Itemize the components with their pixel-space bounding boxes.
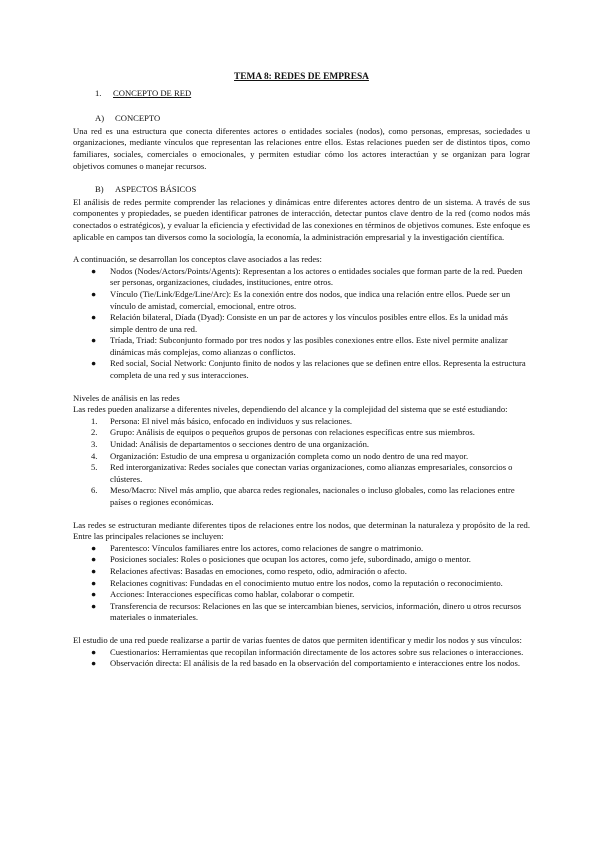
list-item-text: Posiciones sociales: Roles o posiciones que ocupan los actores, como jefe, subordinado, amigo o mentor.	[110, 554, 471, 565]
bullet-icon: ●	[91, 646, 97, 657]
list-item-text: Organización: Estudio de una empresa u organización completa como un nodo dentro de una red mayor.	[110, 450, 469, 461]
relaciones-list	[73, 543, 530, 624]
bullet-icon: ●	[91, 288, 97, 299]
section-number: 1.	[95, 87, 102, 98]
bullet-icon: ●	[91, 312, 97, 323]
list-item-text: Meso/Macro: Nivel más amplio, que abarca redes regionales, nacionales o incluso globales, como las relaciones entre países o regiones económicas.	[110, 485, 515, 507]
subsection-number: B)	[95, 184, 104, 195]
list-item	[91, 335, 530, 358]
list-number: 5.	[91, 462, 98, 473]
subsection-heading-aspectos-basicos	[95, 184, 530, 196]
list-item-text: Relaciones cognitivas: Fundadas en el conocimiento mutuo entre los nodos, como la reputación o reconocimiento.	[110, 577, 503, 588]
subsection-heading-concepto	[95, 113, 530, 125]
bullet-icon: ●	[91, 600, 97, 611]
list-item	[91, 427, 530, 439]
list-item-text: Unidad: Análisis de departamentos o secciones dentro de una organización.	[110, 439, 370, 450]
list-item-text: Tríada, Triad: Subconjunto formado por tres nodos y las posibles conexiones entre ellos. Este nivel permite analizar dinámicas más complejas, como alianzas o conflictos.	[110, 335, 508, 357]
list-item-text: Vínculo (Tie/Link/Edge/Line/Arc): Es la conexión entre dos nodos, que indica una relación entre ellos. Puede ser un vínculo de amistad, comercial, emocional, entre otros.	[110, 288, 511, 311]
section-label: CONCEPTO DE RED	[113, 87, 192, 98]
list-number: 2.	[91, 427, 98, 438]
list-number: 1.	[91, 415, 98, 426]
bullet-icon: ●	[91, 335, 97, 346]
conceptos-list	[73, 266, 530, 382]
list-item-text: Cuestionarios: Herramientas que recopilan información directamente de los actores sobre sus relaciones o interacciones.	[110, 646, 524, 657]
list-item	[91, 577, 530, 590]
list-item	[91, 554, 530, 566]
list-item-text: Nodos (Nodes/Actors/Points/Agents): Representan a los actores o entidades sociales que forman parte de la red. Pueden ser personas, organizaciones, ciudades, instituciones, entre otros.	[110, 265, 523, 288]
list-item-text: Parentesco: Vínculos familiares entre los actores, como relaciones de sangre o matrimonio.	[110, 542, 424, 553]
bullet-icon: ●	[91, 358, 97, 369]
list-item	[91, 312, 530, 335]
list-number: 3.	[91, 439, 98, 450]
bullet-icon: ●	[91, 589, 97, 600]
list-item	[91, 646, 530, 659]
bullet-icon: ●	[91, 265, 97, 276]
list-item-text: Transferencia de recursos: Relaciones en las que se intercambian bienes, servicios, información, dinero u otros recursos materiales o inmateriales.	[110, 600, 522, 623]
list-item-text: Relaciones afectivas: Basadas en emociones, como respeto, odio, admiración o afecto.	[110, 565, 407, 576]
list-item	[91, 450, 530, 463]
subsection-number: A)	[95, 113, 105, 124]
relaciones-intro: Las redes se estructuran mediante diferentes tipos de relaciones entre los nodos, que determinan la naturaleza y propósito de la red. Entre las principales relaciones se incluyen:	[73, 519, 530, 542]
list-item-text: Observación directa: El análisis de la red basado en la observación del comportamiento e interacciones entre los nodos.	[110, 658, 520, 669]
list-item	[91, 358, 530, 381]
bullet-icon: ●	[91, 542, 97, 553]
list-item	[91, 462, 530, 485]
estudio-intro: El estudio de una red puede realizarse a partir de varias fuentes de datos que permiten identificar y medir los nodos y sus vínculos:	[73, 634, 522, 645]
list-item-text: Relación bilateral, Díada (Dyad): Consiste en un par de actores y los vínculos posibles entre ellos. Es la unidad más simple dentro de una red.	[110, 312, 508, 334]
list-item	[91, 288, 530, 312]
niveles-list	[73, 416, 530, 509]
section-heading-concepto-de-red	[95, 88, 530, 100]
bullet-icon: ●	[91, 554, 97, 565]
list-item	[91, 589, 530, 601]
page-title: TEMA 8: REDES DE EMPRESA	[234, 72, 369, 82]
list-item	[91, 485, 530, 508]
list-number: 4.	[91, 450, 98, 461]
concepto-paragraph: Una red es una estructura que conecta diferentes actores o entidades sociales (nodos), como personas, empresas, sociedades u organizaciones, mediante vínculos que representan las relaciones entre ellos. Estas relaciones pueden ser de distintos tipos, como familiares, sociales, comerciales o emocionales, y permiten estudiar cómo los actores interactúan y se organizan para lograr objetivos comunes o manejar recursos.	[73, 125, 530, 171]
list-item	[91, 542, 530, 555]
subsection-label: ASPECTOS BÁSICOS	[115, 184, 197, 195]
list-item	[91, 658, 530, 670]
list-item-text: Acciones: Interacciones específicas como hablar, colaborar o competir.	[110, 589, 355, 600]
list-item	[91, 565, 530, 578]
list-item	[91, 600, 530, 624]
niveles-heading: Niveles de análisis en las redes	[73, 392, 180, 403]
list-item	[91, 265, 530, 289]
bullet-icon: ●	[91, 577, 97, 588]
niveles-intro: Las redes pueden analizarse a diferentes niveles, dependiendo del alcance y la complejidad del sistema que se esté estudiando:	[73, 404, 508, 415]
bullet-icon: ●	[91, 658, 97, 669]
list-item	[91, 415, 530, 428]
list-item	[91, 439, 530, 451]
subsection-label: CONCEPTO	[115, 113, 161, 124]
list-item-text: Red social, Social Network: Conjunto finito de nodos y las relaciones que se definen entre ellos. Representa la estructura completa de una red y sus interacciones.	[110, 358, 526, 381]
estudio-list	[73, 647, 530, 670]
list-item-text: Persona: El nivel más básico, enfocado en individuos y sus relaciones.	[110, 415, 353, 426]
list-item-text: Grupo: Análisis de equipos o pequeños grupos de personas con relaciones específicas entre sus miembros.	[110, 427, 475, 438]
bullet-icon: ●	[91, 565, 97, 576]
conceptos-intro: A continuación, se desarrollan los conceptos clave asociados a las redes:	[73, 254, 322, 265]
list-item-text: Red interorganizativa: Redes sociales que conectan varias organizaciones, como alianzas empresariales, consorcios o clústeres.	[110, 462, 513, 484]
list-number: 6.	[91, 485, 98, 496]
aspectos-paragraph: El análisis de redes permite comprender las relaciones y dinámicas entre diferentes actores dentro de un sistema. A través de sus componentes y propiedades, se pueden identificar patrones de interacción, detectar puntos clave dentro de la red (como nodos más conectados o estratégicos), y evaluar la eficiencia y efectividad de las conexiones en términos de objetivos comunes. Este enfoque es aplicable en campos tan diversos como la sociología, la economía, la administración empresarial y la investigación científica.	[73, 196, 530, 242]
